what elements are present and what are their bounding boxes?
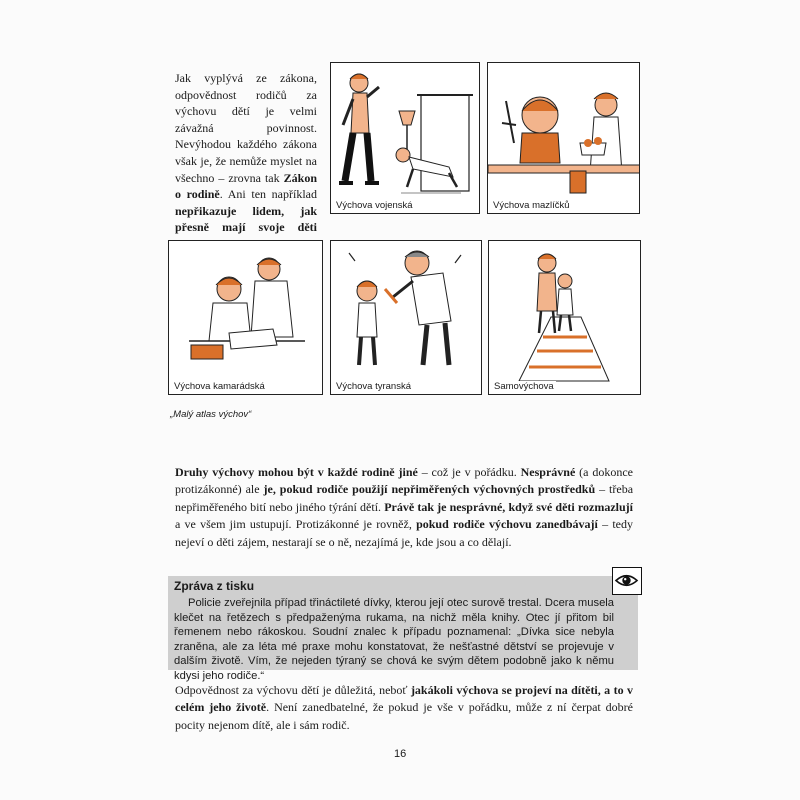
intro-bold-2: nepřikazuje lidem, jak přesně mají svoje děti xyxy=(175,203,317,235)
para1-text-2: (a dokonce protizákonné) ale xyxy=(175,465,633,497)
para2-text-2: . Není zanedbatelné, že pokud je vše v pořádku, může z ní čerpat dobré pocity nejenom dítě, ale i sám rodič. xyxy=(175,700,633,732)
intro-text-2: . Ani ten například xyxy=(219,187,317,202)
press-report-title: Zpráva z tisku xyxy=(174,579,255,593)
para1-bold-5: pokud rodiče výchovu zanedbávají xyxy=(416,517,598,532)
press-report-box xyxy=(168,576,638,682)
para1-text-4: a ve všem jim ustupují. Protizákonné je rovněž, xyxy=(175,517,417,532)
para1-text-1: – což je v pořádku. xyxy=(417,465,521,479)
para2-bold-1: jakákoli výchova se projeví na dítěti, a to v celém jeho životě xyxy=(175,683,633,715)
panel-self-upbringing xyxy=(488,240,641,395)
para1-text-3: – třeba nepřiměřeného bití nebo jiného týrání dětí. xyxy=(175,482,634,514)
atlas-caption: „Malý atlas výchov“ xyxy=(170,409,252,420)
pampering-illustration xyxy=(488,63,640,214)
para1-text-5: – tedy nejeví o děti zájem, nestarají se o ně, nezajímá je, kde jsou a co dělají. xyxy=(175,517,633,549)
panel-caption: Výchova kamarádská xyxy=(174,381,265,392)
eye-icon xyxy=(612,567,642,595)
body-paragraph-2 xyxy=(175,682,633,734)
intro-text-1: Jak vyplývá ze zákona, odpovědnost rodičů za výchovu dětí je velmi závažná povinnost. Nevýhodou každého zákona však je, že nemůže myslet na všechno – zrovna tak xyxy=(175,71,317,185)
tyrannical-illustration xyxy=(331,241,482,395)
panel-military-upbringing xyxy=(330,62,480,214)
para1-bold-4: Právě tak je nesprávné, když své děti rozmazlují xyxy=(384,499,633,514)
self-upbringing-illustration xyxy=(489,241,641,395)
panel-friendly-upbringing xyxy=(168,240,323,395)
para1-bold-3: je, pokud rodiče použijí nepřiměřených výchovných prostředků xyxy=(263,482,596,497)
body-paragraph-1 xyxy=(175,464,633,551)
panel-caption: Výchova vojenská xyxy=(336,200,413,211)
panel-caption: Výchova mazlíčků xyxy=(493,200,570,211)
para2-text-1: Odpovědnost za výchovu dětí je důležitá, neboť xyxy=(175,683,411,697)
panel-caption: Samovýchova xyxy=(494,381,554,392)
intro-bold-1: Zákon o rodině xyxy=(175,170,317,202)
friendly-illustration xyxy=(169,241,323,395)
panel-tyrannical-upbringing xyxy=(330,240,482,395)
para1-bold-2: Nesprávné xyxy=(520,465,576,479)
press-report-body: Policie zveřejnila případ třináctileté dívky, kterou její otec surově trestal. Dcera musela klečet na řetězech s předpaženýma rukama, na nichž měla knihy. Otec jí přitom bil řemenem nebo rákoskou. Soudní znalec k případu poznamenal: „Dívka sice nebyla zraněna, ale za léta mé praxe mohu konstatovat, že nešťastné dětství se projevuje v dalším životě. Vím, že nejeden týraný se chová ke svým dětem podobně jako k němu kdysi jeho rodiče.“ xyxy=(174,597,614,682)
page-number: 16 xyxy=(394,748,407,760)
panel-pampering-upbringing xyxy=(487,62,640,214)
panel-caption: Výchova tyranská xyxy=(336,381,411,392)
military-illustration xyxy=(331,63,480,214)
para1-bold-1: Druhy výchovy mohou být v každé rodině jiné xyxy=(175,465,418,479)
